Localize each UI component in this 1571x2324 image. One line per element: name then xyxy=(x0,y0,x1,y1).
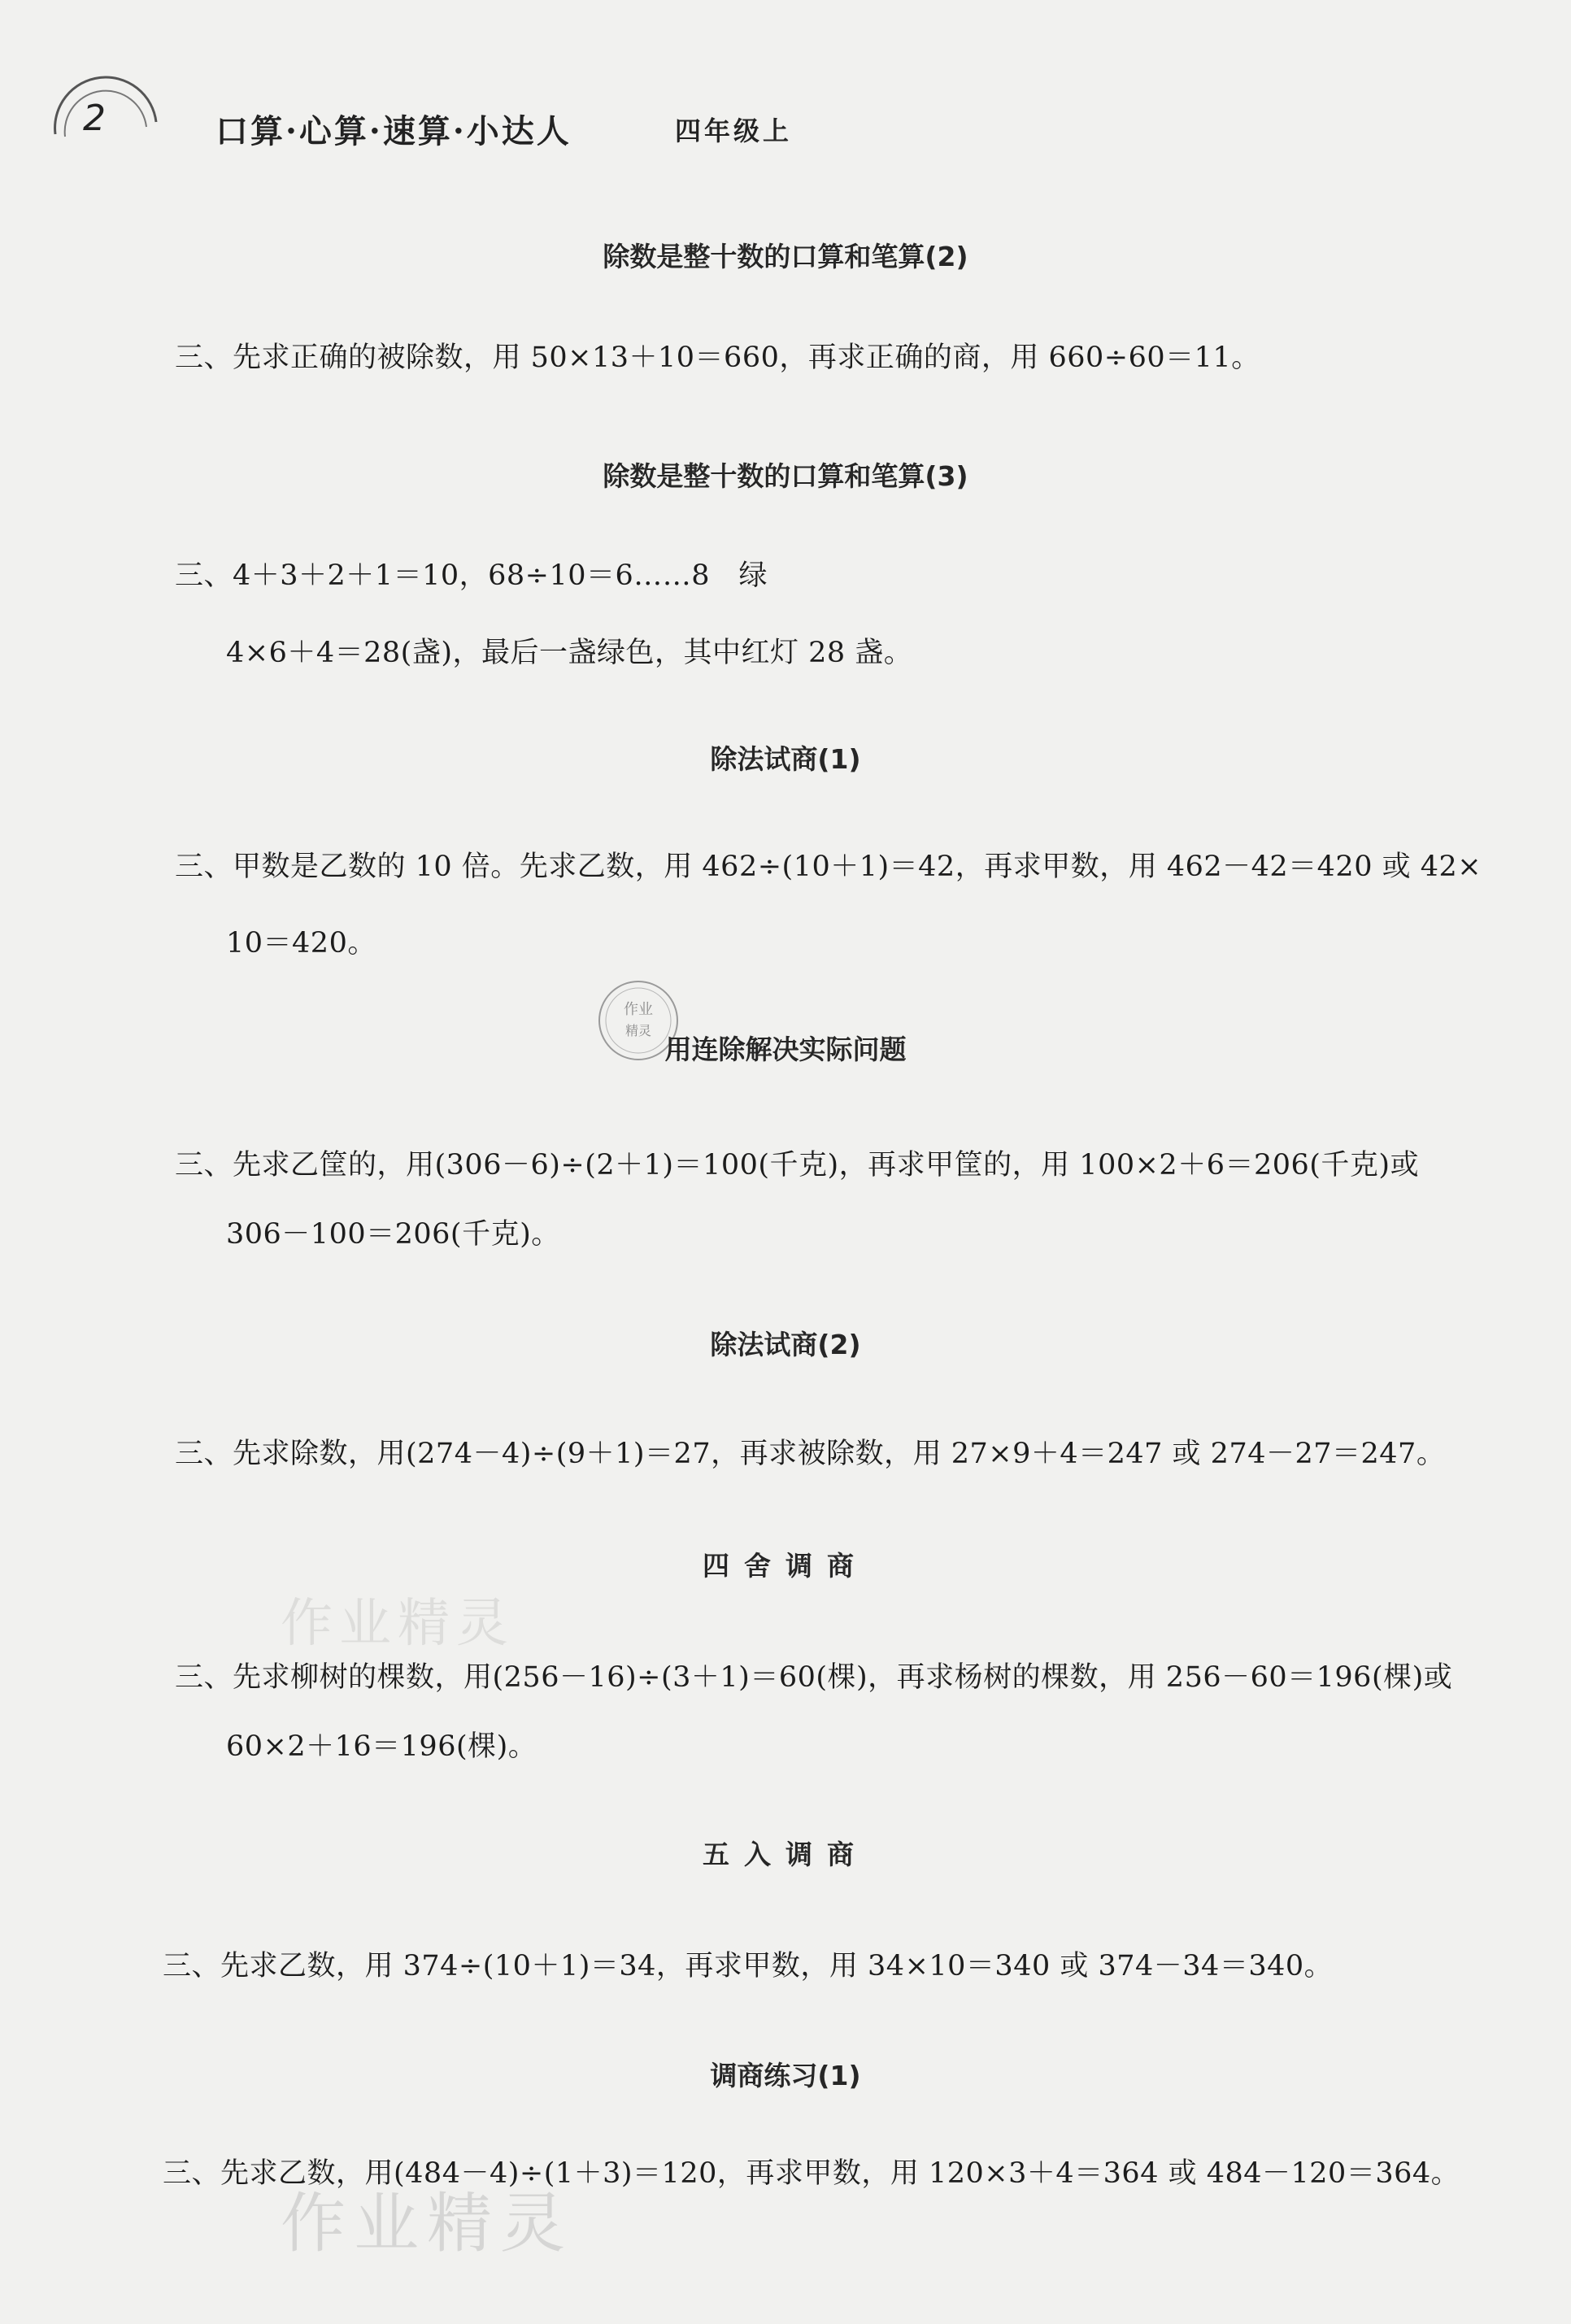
answer-line: 三、先求乙筐的，用(306－6)÷(2＋1)＝100(千克)，再求甲筐的，用 100×2＋6＝206(千克)或 xyxy=(175,1149,1420,1182)
answer-line: 三、先求正确的被除数，用 50×13＋10＝660，再求正确的商，用 660÷60＝11。 xyxy=(175,342,1260,374)
section-title: 四舍调商 xyxy=(703,1550,868,1582)
answer-line: 三、4＋3＋2＋1＝10，68÷10＝6……8 绿 xyxy=(175,559,768,592)
answer-line: 三、先求乙数，用(484－4)÷(1＋3)＝120，再求甲数，用 120×3＋4＝364 或 484－120＝364。 xyxy=(163,2157,1460,2190)
answer-line: 4×6＋4＝28(盏)，最后一盏绿色，其中红灯 28 盏。 xyxy=(226,637,913,669)
section-title: 用连除解决实际问题 xyxy=(664,1034,907,1065)
section-title: 除法试商(2) xyxy=(710,1329,861,1360)
section-title: 除法试商(1) xyxy=(710,743,861,775)
section-title: 调商练习(1) xyxy=(710,2060,861,2091)
section-title: 除数是整十数的口算和笔算(3) xyxy=(603,460,968,492)
section-title: 五入调商 xyxy=(703,1839,868,1870)
section-title: 除数是整十数的口算和笔算(2) xyxy=(603,241,968,272)
series-title: 口算·心算·速算·小达人 xyxy=(215,112,572,150)
answer-line: 三、先求除数，用(274－4)÷(9＋1)＝27，再求被除数，用 27×9＋4＝247 或 274－27＝247。 xyxy=(175,1438,1446,1470)
stamp-top-text: 作业 xyxy=(624,1001,653,1018)
page-number: 2 xyxy=(83,98,106,139)
answer-line: 三、先求乙数，用 374÷(10＋1)＝34，再求甲数，用 34×10＝340 或 374－34＝340。 xyxy=(163,1950,1334,1982)
answer-line: 10＝420。 xyxy=(226,927,376,960)
watermark-text: 作业精灵 xyxy=(281,2186,573,2261)
page-arc-icon xyxy=(49,65,163,146)
answer-line: 三、先求柳树的棵数，用(256－16)÷(3＋1)＝60(棵)，再求杨树的棵数，用 256－60＝196(棵)或 xyxy=(175,1661,1453,1694)
answer-line: 三、甲数是乙数的 10 倍。先求乙数，用 462÷(10＋1)＝42，再求甲数，用 462－42＝420 或 42× xyxy=(175,851,1482,883)
grade-label: 四年级上 xyxy=(675,115,793,146)
watermark-text: 作业精灵 xyxy=(281,1594,515,1654)
page-header xyxy=(49,65,943,154)
answer-line: 60×2＋16＝196(棵)。 xyxy=(226,1730,537,1763)
answer-line: 306－100＝206(千克)。 xyxy=(226,1218,560,1251)
stamp-bottom-text: 精灵 xyxy=(624,1023,652,1038)
